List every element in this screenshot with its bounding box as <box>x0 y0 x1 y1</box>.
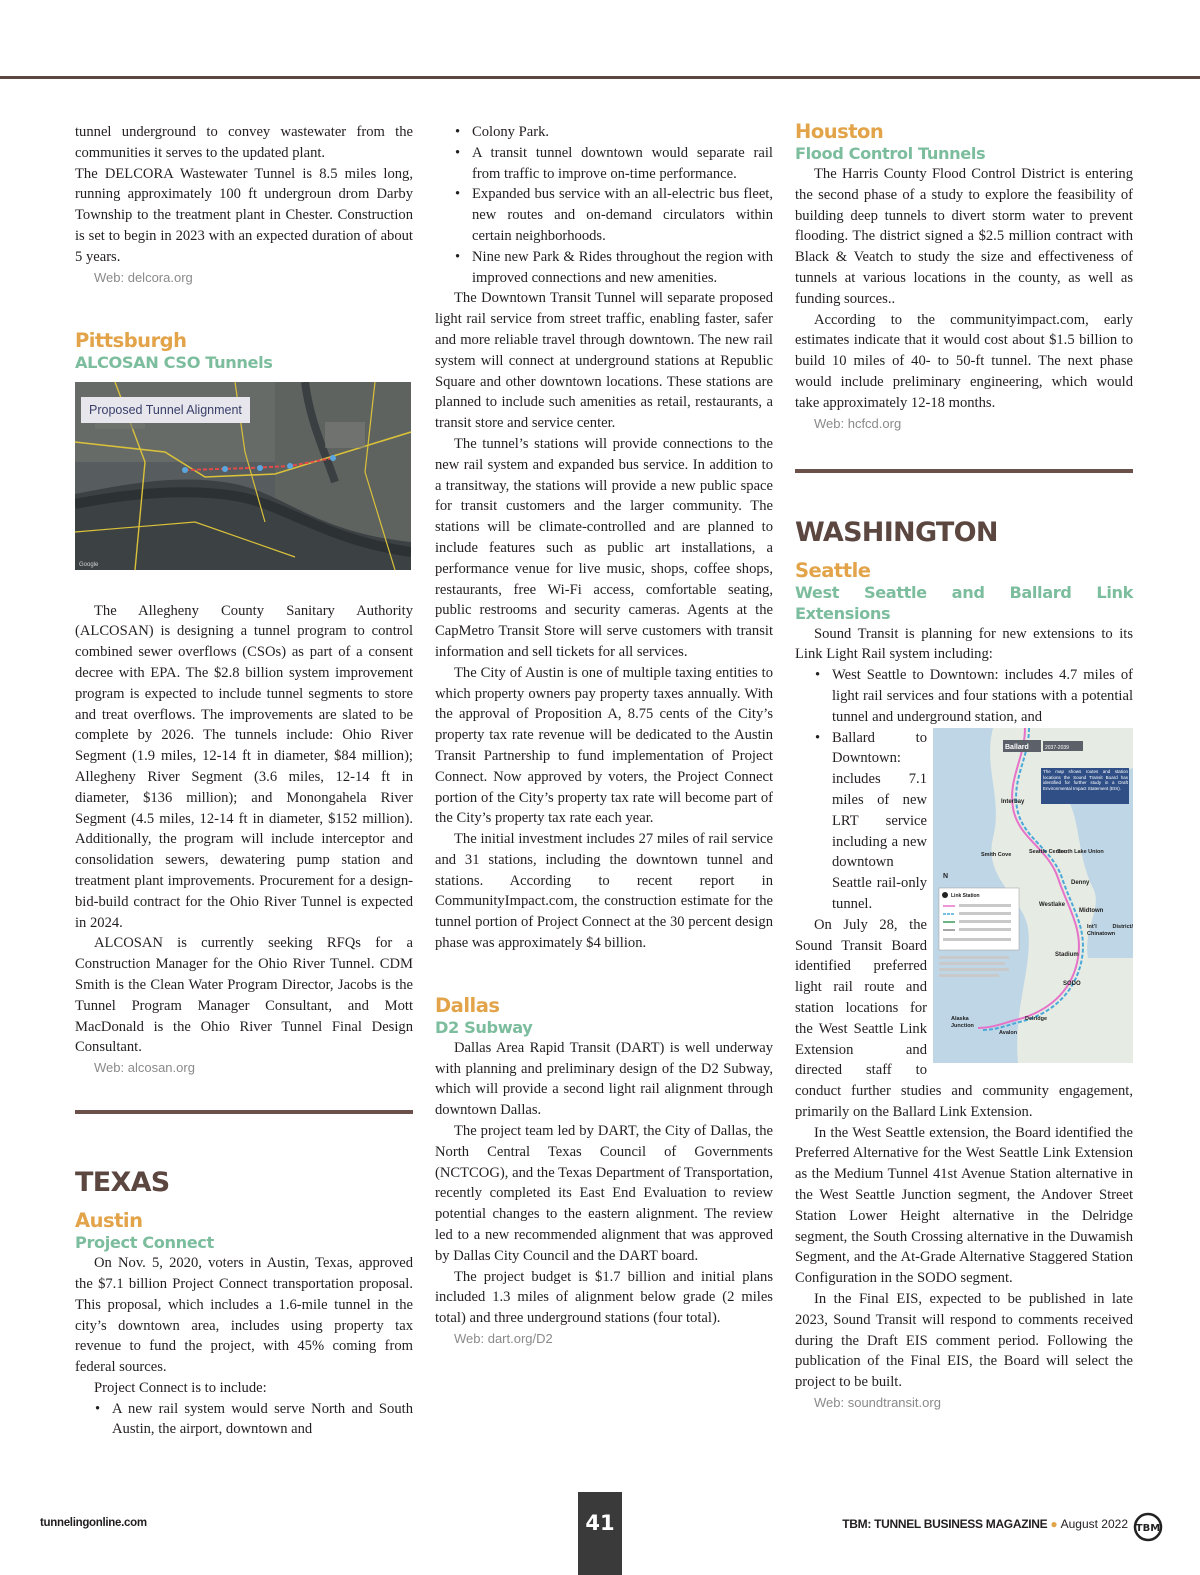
seattle-web-link[interactable]: Web: soundtransit.org <box>814 1395 941 1411</box>
dallas-paragraph-2: The project team led by DART, the City of Dallas, the North Central Texas Council of Governments (NCTCOG), and the Texas Department of Transportation, recently completed its East End Evaluation to review potential changes to the eastern alignment. The review led to a new recommended alignment that was approved by Dallas City Council and the DART board. <box>435 1123 773 1264</box>
project-connect-list-continued <box>435 122 773 288</box>
map-avalon: Avalon <box>999 1029 1018 1036</box>
list-item: • Expanded bus service with an all-electric bus fleet, new routes and on-demand circulators within certain neighborhoods. <box>472 184 773 246</box>
pittsburgh-tunnel-map <box>75 382 411 570</box>
map-delridge: Delridge <box>1025 1015 1048 1022</box>
dallas-web-link[interactable]: Web: dart.org/D2 <box>454 1331 553 1347</box>
seattle-paragraph-1: Sound Transit is planning for new extensions to its Link Light Rail system including: <box>795 625 1133 663</box>
austin-paragraph-3: The Downtown Transit Tunnel will separate proposed light rail service from street traffic, enabling faster, safer and more reliable travel through downtown. The new rail system will connect at underground stations at Republic Square and other downtown locations. These stations are planned to include such amenities as retail, restaurants, a transit store and service center. <box>435 290 773 432</box>
alcosan-paragraph-2: ALCOSAN is currently seeking RFQs for a Construction Manager for the Ohio River Tunnel. CDM Smith is the Clean Water Program Director, Jacobs is the Tunnel Program Manager Consultant, and Mott MacDonald is the Ohio River Tunnel Final Design Consultant. <box>75 935 413 1056</box>
austin-heading: Austin <box>75 1209 143 1233</box>
tbm-logo <box>1133 1512 1163 1547</box>
washington-heading: WASHINGTON <box>795 516 998 548</box>
seattle-map-graphic <box>933 728 1133 1063</box>
project-connect-list <box>75 1399 413 1441</box>
map-credit: Google <box>79 561 99 568</box>
footer-website[interactable]: tunnelingonline.com <box>40 1517 147 1529</box>
houston-heading: Houston <box>795 120 884 143</box>
project-connect-heading: Project Connect <box>75 1233 214 1253</box>
austin-paragraph-4: The tunnel’s stations will provide connections to the new rail system and expanded bus service. In addition to a transitway, the stations will provide a new public space for transit customers and the larger community. The stations will be climate-controlled and are planned to include features such as public art installations, a performance venue for live music, shops, coffee shops, restaurants, free Wi-Fi access, comfortable seating, public restrooms and security cameras. Agents at the CapMetro Transit Store will serve customers with transit information and sell tickets for all services. <box>435 435 773 660</box>
map-smith-cove: Smith Cove <box>981 851 1012 858</box>
list-item: • West Seattle to Downtown: includes 4.7 miles of light rail services and four stations with a potential tunnel and underground station, and <box>832 665 1133 727</box>
list-item-text: Ballard to Downtown: includes 7.1 miles of new LRT service including a new downtown Seattle rail-only tunnel. <box>832 729 927 912</box>
seattle-paragraph-4: In the Final EIS, expected to be published in late 2023, Sound Transit will respond to comments received during the Draft EIS comment period. Following the publication of the Final EIS, the Board will select the project to be built. <box>795 1291 1133 1391</box>
alcosan-web-link[interactable]: Web: alcosan.org <box>94 1060 195 1076</box>
list-item: • Nine new Park & Rides throughout the region with improved connections and new amenities. <box>472 247 773 289</box>
footer-magazine-info <box>842 1517 1128 1531</box>
magazine-title: TBM: TUNNEL BUSINESS MAGAZINE <box>842 1517 1048 1531</box>
austin-paragraph-5: The City of Austin is one of multiple taxing entities to which property owners pay property taxes annually. With the approval of Proposition A, 8.75 cents of the City’s property tax rate revenue will be dedicated to the Austin Transit Partnership to fund implementation of Project Connect. Now approved by voters, the Project Connect portion of the City’s property tax rate will become part of the City’s property tax rate each year. <box>435 664 773 827</box>
map-stadium: Stadium <box>1055 951 1079 958</box>
seattle-link-map <box>933 728 1133 1063</box>
austin-paragraph-2: Project Connect is to include: <box>94 1379 267 1396</box>
column-1 <box>75 122 413 1440</box>
map-denny: Denny <box>1071 879 1090 886</box>
dallas-paragraph-3: The project budget is $1.7 billion and initial plans included 1.3 miles of alignment below grade (2 miles total) and three underground stations (four total). <box>435 1268 773 1327</box>
column-3 <box>795 120 1133 1412</box>
map-legend-title: Link Station <box>951 892 980 899</box>
seattle-paragraph-2: On July 28, the Sound Transit Board identified preferred light rail route and station locations for the West Seattle Link Extension and directed staff to conduct further studies and community engagement, primarily on the Ballard Link Extension. <box>795 916 1133 1120</box>
houston-paragraph-1: The Harris County Flood Control District is entering the second phase of a study to explore the feasibility of building deep tunnels to divert storm water to prevent flooding. The district signed a $2.5 million contract with Black & Veatch to study the size and effectiveness of tunnels at various locations in the county, as well as funding sources.. <box>795 166 1133 307</box>
alcosan-paragraph-1: The Allegheny County Sanitary Authority (ALCOSAN) is designing a tunnel program to control combined sewer overflows (CSOs) as part of a consent decree with EPA. The $2.8 billion system improvement program is expected to include tunnel segments to store and treat overflows. The improvements are slated to be complete by 2026. The tunnels include: Ohio River Segment (1.9 miles, 12-14 ft in diameter, $84 million); Allegheny River Segment (3.6 miles, 12-14 ft in diameter, $136 million); and Monongahela River Segment (4.5 miles, 12-14 ft in diameter, $152 million). Additionally, the program will include interceptor and consolidation sewers, dewatering pump station and treatment plant improvements. Procurement for a design-bid-build contract for the Ohio River Tunnel is expected in 2024. <box>75 602 413 931</box>
houston-paragraph-2: According to the communityimpact.com, early estimates indicate that it would cost about $1.5 billion to build 10 miles of 40- to 50-ft tunnel. The next phase would include preliminary engineering, which would take approximately 12-18 months. <box>795 311 1133 411</box>
map-south-lake-union: South Lake Union <box>1057 848 1104 855</box>
issue-date: August 2022 <box>1060 1517 1128 1531</box>
list-item-text: Colony Park. <box>472 124 550 140</box>
map-label: Proposed Tunnel Alignment <box>81 397 250 424</box>
texas-heading: TEXAS <box>75 1167 170 1199</box>
column-2 <box>435 122 773 1348</box>
seattle-paragraph-3: In the West Seattle extension, the Board identified the Preferred Alternative for the West Seattle Link Extension as the Medium Tunnel 41st Avenue Station alternative in the West Seattle Junction segment, the Andover Street Station Lower Height alternative in the Delridge segment, the South Crossing alternative in the Duwamish Segment, and the At-Grade Alternative Staggered Station Configuration in the SODO segment. <box>795 1124 1133 1287</box>
map-midtown: Midtown <box>1079 907 1104 914</box>
dallas-heading: Dallas <box>435 993 500 1017</box>
dallas-paragraph-1: Dallas Area Rapid Transit (DART) is well underway with planning and preliminary design of the D2 Subway, which will provide a second light rail alignment through downtown Dallas. <box>435 1039 773 1119</box>
top-rule <box>0 76 1200 79</box>
flood-control-heading: Flood Control Tunnels <box>795 144 986 163</box>
delcora-paragraph: The DELCORA Wastewater Tunnel is 8.5 miles long, running approximately 100 ft undergroun drom Darby Township to the treatment plant in Chester. Construction is set to begin in 2023 with an expected duration of about 5 years. <box>75 165 413 265</box>
page-number: 41 <box>578 1492 622 1575</box>
map-westlake: Westlake <box>1039 901 1065 908</box>
map-ballard: • Ballard <box>1005 743 1029 751</box>
map-ballard-badge: 2037-2039 <box>1045 744 1069 751</box>
pittsburgh-heading: Pittsburgh <box>75 328 187 352</box>
seattle-project-heading: West Seattle and Ballard Link Extensions <box>795 582 1133 623</box>
map-intl-district: Int’l District/ Chinatown <box>1087 923 1133 937</box>
map-interbay: Interbay <box>1001 798 1025 805</box>
houston-web-link[interactable]: Web: hcfcd.org <box>814 415 902 431</box>
list-item-continued <box>472 122 773 143</box>
logo-text: TBM <box>1135 1523 1161 1534</box>
d2-subway-heading: D2 Subway <box>435 1017 533 1037</box>
separator-dot-icon: ● <box>1050 1517 1058 1531</box>
map-seattle-center: Seattle Center <box>1029 848 1066 855</box>
list-item: • A new rail system would serve North and South Austin, the airport, downtown and <box>112 1399 413 1441</box>
list-item: • A transit tunnel downtown would separate rail from traffic to improve on-time performance. <box>472 143 773 185</box>
seattle-heading: Seattle <box>795 558 871 582</box>
alcosan-project-heading: ALCOSAN CSO Tunnels <box>75 352 273 372</box>
delcora-web-link[interactable]: Web: delcora.org <box>94 269 193 285</box>
map-alaska-junction: Alaska Junction <box>951 1015 974 1029</box>
map-north-arrow: N <box>943 872 949 880</box>
delcora-intro: tunnel underground to convey wastewater from the communities it serves to the updated plant. <box>75 124 413 161</box>
austin-paragraph-1: On Nov. 5, 2020, voters in Austin, Texas, approved the $7.1 billion Project Connect transportation proposal. This proposal, which includes a 1.6-mile tunnel in the city’s downtown area, includes using property tax revenue to fund the project, with 45% coming from federal sources. <box>75 1255 413 1376</box>
austin-paragraph-6: The initial investment includes 27 miles of rail service and 31 stations, including the downtown tunnel and stations. According to recent report in CommunityImpact.com, the construction estimate for the tunnel portion of Project Connect at the 30 percent design phase was approximately $4 billion. <box>435 831 773 952</box>
tbm-logo-icon <box>1133 1512 1163 1542</box>
map-note: The map shows routes and station locations the Sound Transit Board has identified for further study in a Draft Environmental Impact Statement (EIS). <box>1043 768 1128 791</box>
map-sodo: SODO <box>1063 980 1081 987</box>
